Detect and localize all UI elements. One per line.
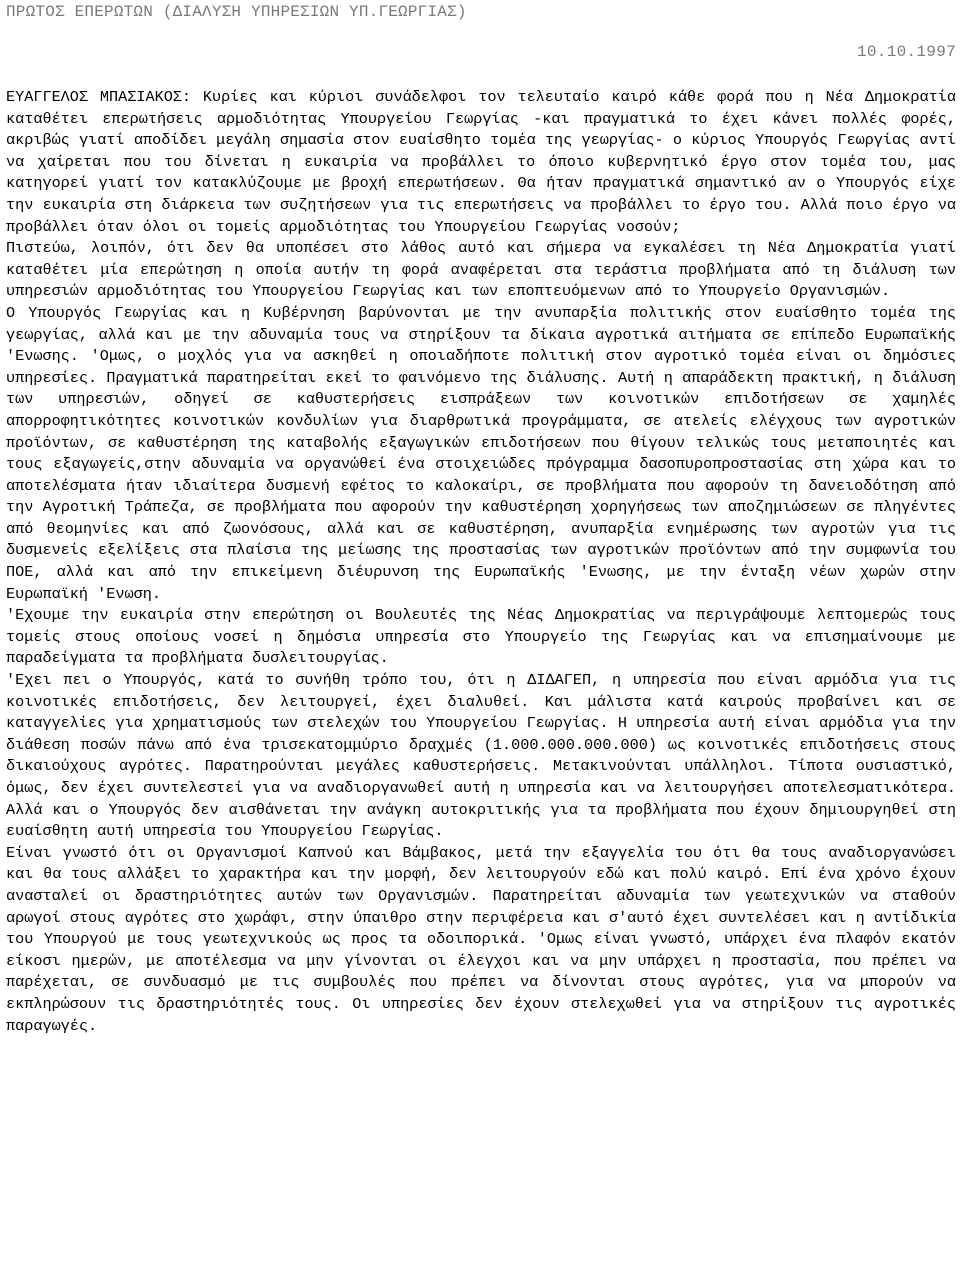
paragraph: 'Εχει πει ο Υπουργός, κατά το συνήθη τρόπο του, ότι η ΔΙΔΑΓΕΠ, η υπηρεσία που είναι αρμόδια για τις κοινοτικές επιδοτήσεις, δεν λειτουργεί, έχει διαλυθεί. Και μάλιστα κατά καιρούς προβαίνει και σε καταγγελίες για χρηματισμούς των στελεχών του Υπουργείου Γεωργίας. Η υπηρεσία αυτή είναι αρμόδια για την διάθεση ποσών πάνω από ένα τρισεκατομμύριο δραχμές (1.000.000.000.000) ως κοινοτικές επιδοτήσεις στους δικαιούχους αγρότες. Παρατηρούνται μεγάλες καθυστερήσεις. Μετακινούνται υπάλληλοι. Τίποτα ουσιαστικό, όμως, δεν έχει συντελεστεί για να αναδιοργανωθεί αυτή η υπηρεσία και να λειτουργήσει αποτελεσματικότερα. Αλλά και ο Υπουργός δεν αισθάνεται την ανάγκη αυτοκριτικής για τα προβλήματα που έχουν δημιουργηθεί στη ευαίσθητη αυτή υπηρεσία του Υπουργείου Γεωργίας. [6,671,956,841]
paragraph: 'Εχουμε την ευκαιρία στην επερώτηση οι Βουλευτές της Νέας Δημοκρατίας να περιγράψουμε λεπτομερώς τους τομείς στους οποίους νοσεί η δημόσια υπηρεσία στο Υπουργείο της Γεωργίας και να επισημαίνουμε με παραδείγματα τα προβλήματα δυσλειτουργίας. [6,606,956,668]
paragraph: Ο Υπουργός Γεωργίας και η Κυβέρνηση βαρύνονται με την ανυπαρξία πολιτικής στον ευαίσθητο τομέα της γεωργίας, αλλά και με την αδυναμία τους να στηρίξουν τα δίκαια αγροτικά αιτήματα σε επίπεδο Ευρωπαϊκής 'Ενωσης. 'Ομως, ο μοχλός για να ασκηθεί η οποιαδήποτε πολιτική στον αγροτικό τομέα είναι οι δημόσιες υπηρεσίες. Πραγματικά παρατηρείται εκεί το φαινόμενο της διάλυσης. Αυτή η απαράδεκτη πρακτική, η διάλυση των υπηρεσιών, οδηγεί σε καθυστερήσεις εισπράξεων των κοινοτικών επιδοτήσεων σε χαμηλές απορροφητικότητες κοινοτικών κονδυλίων για διαρθρωτικά προγράμματα, σε ατελείς ελέγχους των αγροτικών προϊόντων, σε καθυστέρηση της καταβολής εξαγωγικών επιδοτήσεων που θίγουν τελικώς τους μεταποιητές και τους εξαγωγείς,στην αδυναμία να οργανώθεί ένα στοιχειώδες πρόγραμμα δασοπυροπροστασίας στη χώρα και το αποτελέσματα ήταν ιδιαίτερα δυσμενή εφέτος το καλοκαίρι, σε προβλήματα που αφορούν τη δανειοδότηση από την Αγροτική Τράπεζα, σε προβλήματα που αφορούν την καθυστέρηση χορηγήσεως των αποζημιώσεων σε πληγέντες από θεομηνίες και από ζωονόσους, αλλά και σε καθυστέρηση, ανυπαρξία ενημέρωσης των αγροτών για τις δυσμενείς εξελίξεις στα πλαίσια της μείωσης της προστασίας των αγροτικών προϊόντων από την συμφωνία του ΠΟΕ, αλλά και από την επικείμενη διέυρυνση της Ευρωπαϊκής 'Ενωσης, με την ένταξη νέων χωρών στην Ευρωπαϊκή 'Ενωση. [6,303,956,603]
document-body [6,87,956,1037]
document-title: ΠΡΩΤΟΣ ΕΠΕΡΩΤΩΝ (ΔΙΑΛΥΣΗ ΥΠΗΡΕΣΙΩΝ ΥΠ.ΓΕΩΡΓΙΑΣ) [6,3,467,21]
paragraph: Είναι γνωστό ότι οι Οργανισμοί Καπνού και Βάμβακος, μετά την εξαγγελία του ότι θα τους αναδιοργανώσει και θα τους αλλάξει το χαρακτήρα και την μορφή, δεν λειτουργούν εδώ και πολύ καιρό. Επί ένα χρόνο έχουν ανασταλεί οι δραστηριότητες αυτών των Οργανισμών. Παρατηρείται αδυναμία των γεωτεχνικών να σταθούν αρωγοί στους αγρότες στο χωράφι, στην ύπαιθρο στην περιφέρεια και σ'αυτό έχει συντελέσει και η αντίδικία του Υπουργού με τους γεωτεχνικούς ως προς τα οδοιπορικά. 'Ομως είναι γνωστό, υπάρχει ένα πλαφόν εκατόν είκοσι ημερών, με αποτέλεσμα να μην γίνονται οι έλεγχοι και να μην υπάρχει η προστασία, που πρέπει να παρέχεται, σε συνδυασμό με τις συμβουλές που πρέπει να δίνονται στους αγρότες, για να μπορούν να εκπληρώσουν τις δραστηριότητές τους. Οι υπηρεσίες δεν έχουν στελεχωθεί για να στηρίξουν τις αγροτικές παραγωγές. [6,843,956,1035]
paragraph: Πιστεύω, λοιπόν, ότι δεν θα υποπέσει στο λάθος αυτό και σήμερα να εγκαλέσει τη Νέα Δημοκρατία γιατί καταθέτει μία επερώτηση η οποία αυτήν τη φορά αναφέρεται στα τεράστια προβλήματα από τη διάλυση των υπηρεσιών αρμοδιότητας του Υπουργείου Γεωργίας και των εποπτευόμενων από το Υπουργείο Οργανισμών. [6,239,956,301]
document-date: 10.10.1997 [856,43,956,61]
paragraph: ΕΥΑΓΓΕΛΟΣ ΜΠΑΣΙΑΚΟΣ: Κυρίες και κύριοι συνάδελφοι τον τελευταίο καιρό κάθε φορά που η Νέα Δημοκρατία καταθέτει επερωτήσεις αρμοδιότητας Υπουργείου Γεωργίας -και πραγματικά το έχει κάνει πολλές φορές, ακριβώς γιατί αποδίδει μεγάλη σημασία στον ευαίσθητο τομέα της γεωργίας- ο κύριος Υπουργός Γεωργίας αντί να χαίρεται που του δίνεται η ευκαιρία να προβάλλει το όποιο κυβερνητικό έργο στον τομέα του, μας κατηγορεί γιατί τον κατακλύζουμε με βροχή επερωτήσεων. Θα ήταν πραγματικά σημαντικό αν ο Υπουργός είχε την ευκαιρία στη διάρκεια των συζητήσεων για τις επερωτήσεις να προβάλλει το έργο του. Αλλά ποιο έργο να προβάλλει όταν όλοι οι τομείς αρμοδιότητας του Υπουργείου Γεωργίας νοσούν; [6,88,956,236]
